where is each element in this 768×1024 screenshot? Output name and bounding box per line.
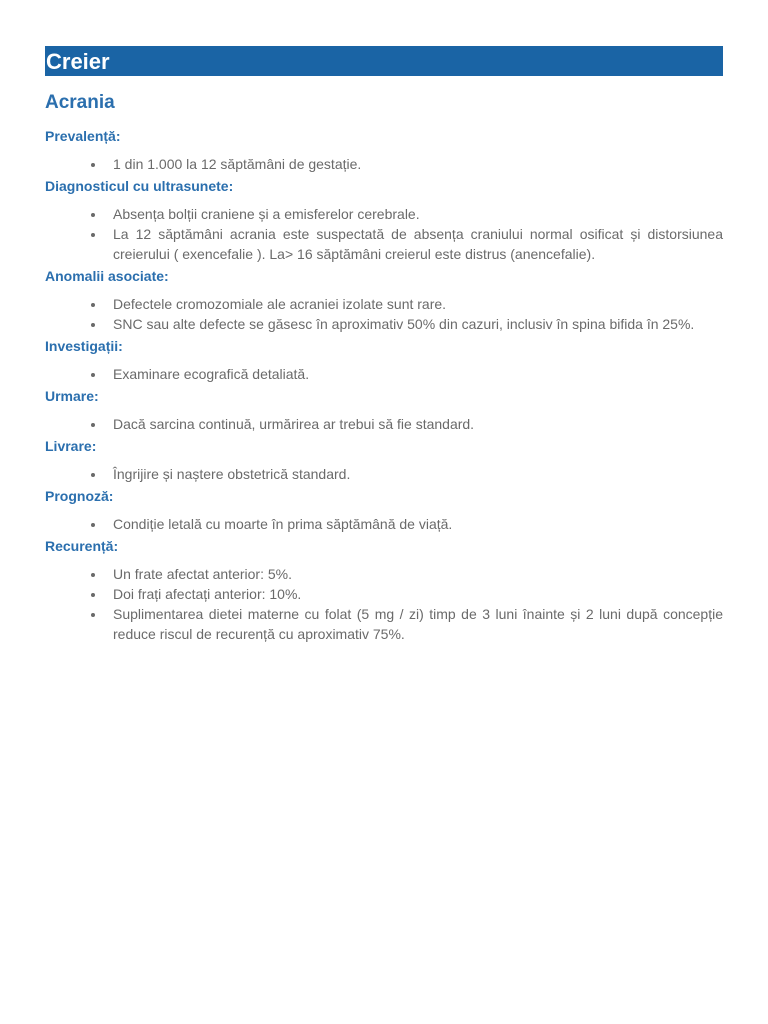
section-heading: Diagnosticul cu ultrasunete:: [45, 178, 234, 194]
bullet-list: [45, 414, 723, 434]
section-heading: Urmare:: [45, 388, 99, 404]
section-heading: Investigații:: [45, 338, 123, 354]
bullet-list: [45, 564, 723, 644]
article-title: Acrania: [45, 92, 115, 113]
list-item: Defectele cromozomiale ale acraniei izolate sunt rare.: [113, 294, 723, 314]
section-banner: Creier: [45, 46, 723, 76]
list-item: Doi frați afectați anterior: 10%.: [113, 584, 723, 604]
bullet-list: [45, 154, 723, 174]
list-item: Un frate afectat anterior: 5%.: [113, 564, 723, 584]
bullet-list: [45, 464, 723, 484]
list-item: Suplimentarea dietei materne cu folat (5 mg / zi) timp de 3 luni înainte și 2 luni după concepție reduce riscul de recurență cu aproximativ 75%.: [113, 606, 723, 642]
bullet-list: [45, 294, 723, 334]
bullet-list: [45, 204, 723, 264]
list-item: Îngrijire și naștere obstetrică standard.: [113, 464, 723, 484]
section-investigations: [45, 337, 723, 384]
section-follow-up: [45, 387, 723, 434]
section-heading: Livrare:: [45, 438, 97, 454]
section-recurrence: [45, 537, 723, 644]
section-associated-anomalies: [45, 267, 723, 334]
list-item: SNC sau alte defecte se găsesc în aproximativ 50% din cazuri, inclusiv în spina bifida în 25%.: [113, 314, 723, 334]
section-prevalence: [45, 127, 723, 174]
list-item: Examinare ecografică detaliată.: [113, 364, 723, 384]
list-item: La 12 săptămâni acrania este suspectată de absența craniului normal osificat și distorsiunea creierului ( exencefalie ). La> 16 săptămâni creierul este distrus (anencefalie).: [113, 226, 723, 262]
section-heading: Prevalență:: [45, 128, 121, 144]
bullet-list: [45, 514, 723, 534]
section-heading: Recurență:: [45, 538, 119, 554]
list-item: Condiție letală cu moarte în prima săptămână de viață.: [113, 514, 723, 534]
bullet-list: [45, 364, 723, 384]
list-item: 1 din 1.000 la 12 săptămâni de gestație.: [113, 154, 723, 174]
list-item: Dacă sarcina continuă, urmărirea ar trebui să fie standard.: [113, 414, 723, 434]
section-heading: Prognoză:: [45, 488, 114, 504]
section-heading: Anomalii asociate:: [45, 268, 169, 284]
section-prognosis: [45, 487, 723, 534]
list-item: Absența bolții craniene și a emisferelor cerebrale.: [113, 204, 723, 224]
section-delivery: [45, 437, 723, 484]
section-ultrasound-diagnosis: [45, 177, 723, 264]
